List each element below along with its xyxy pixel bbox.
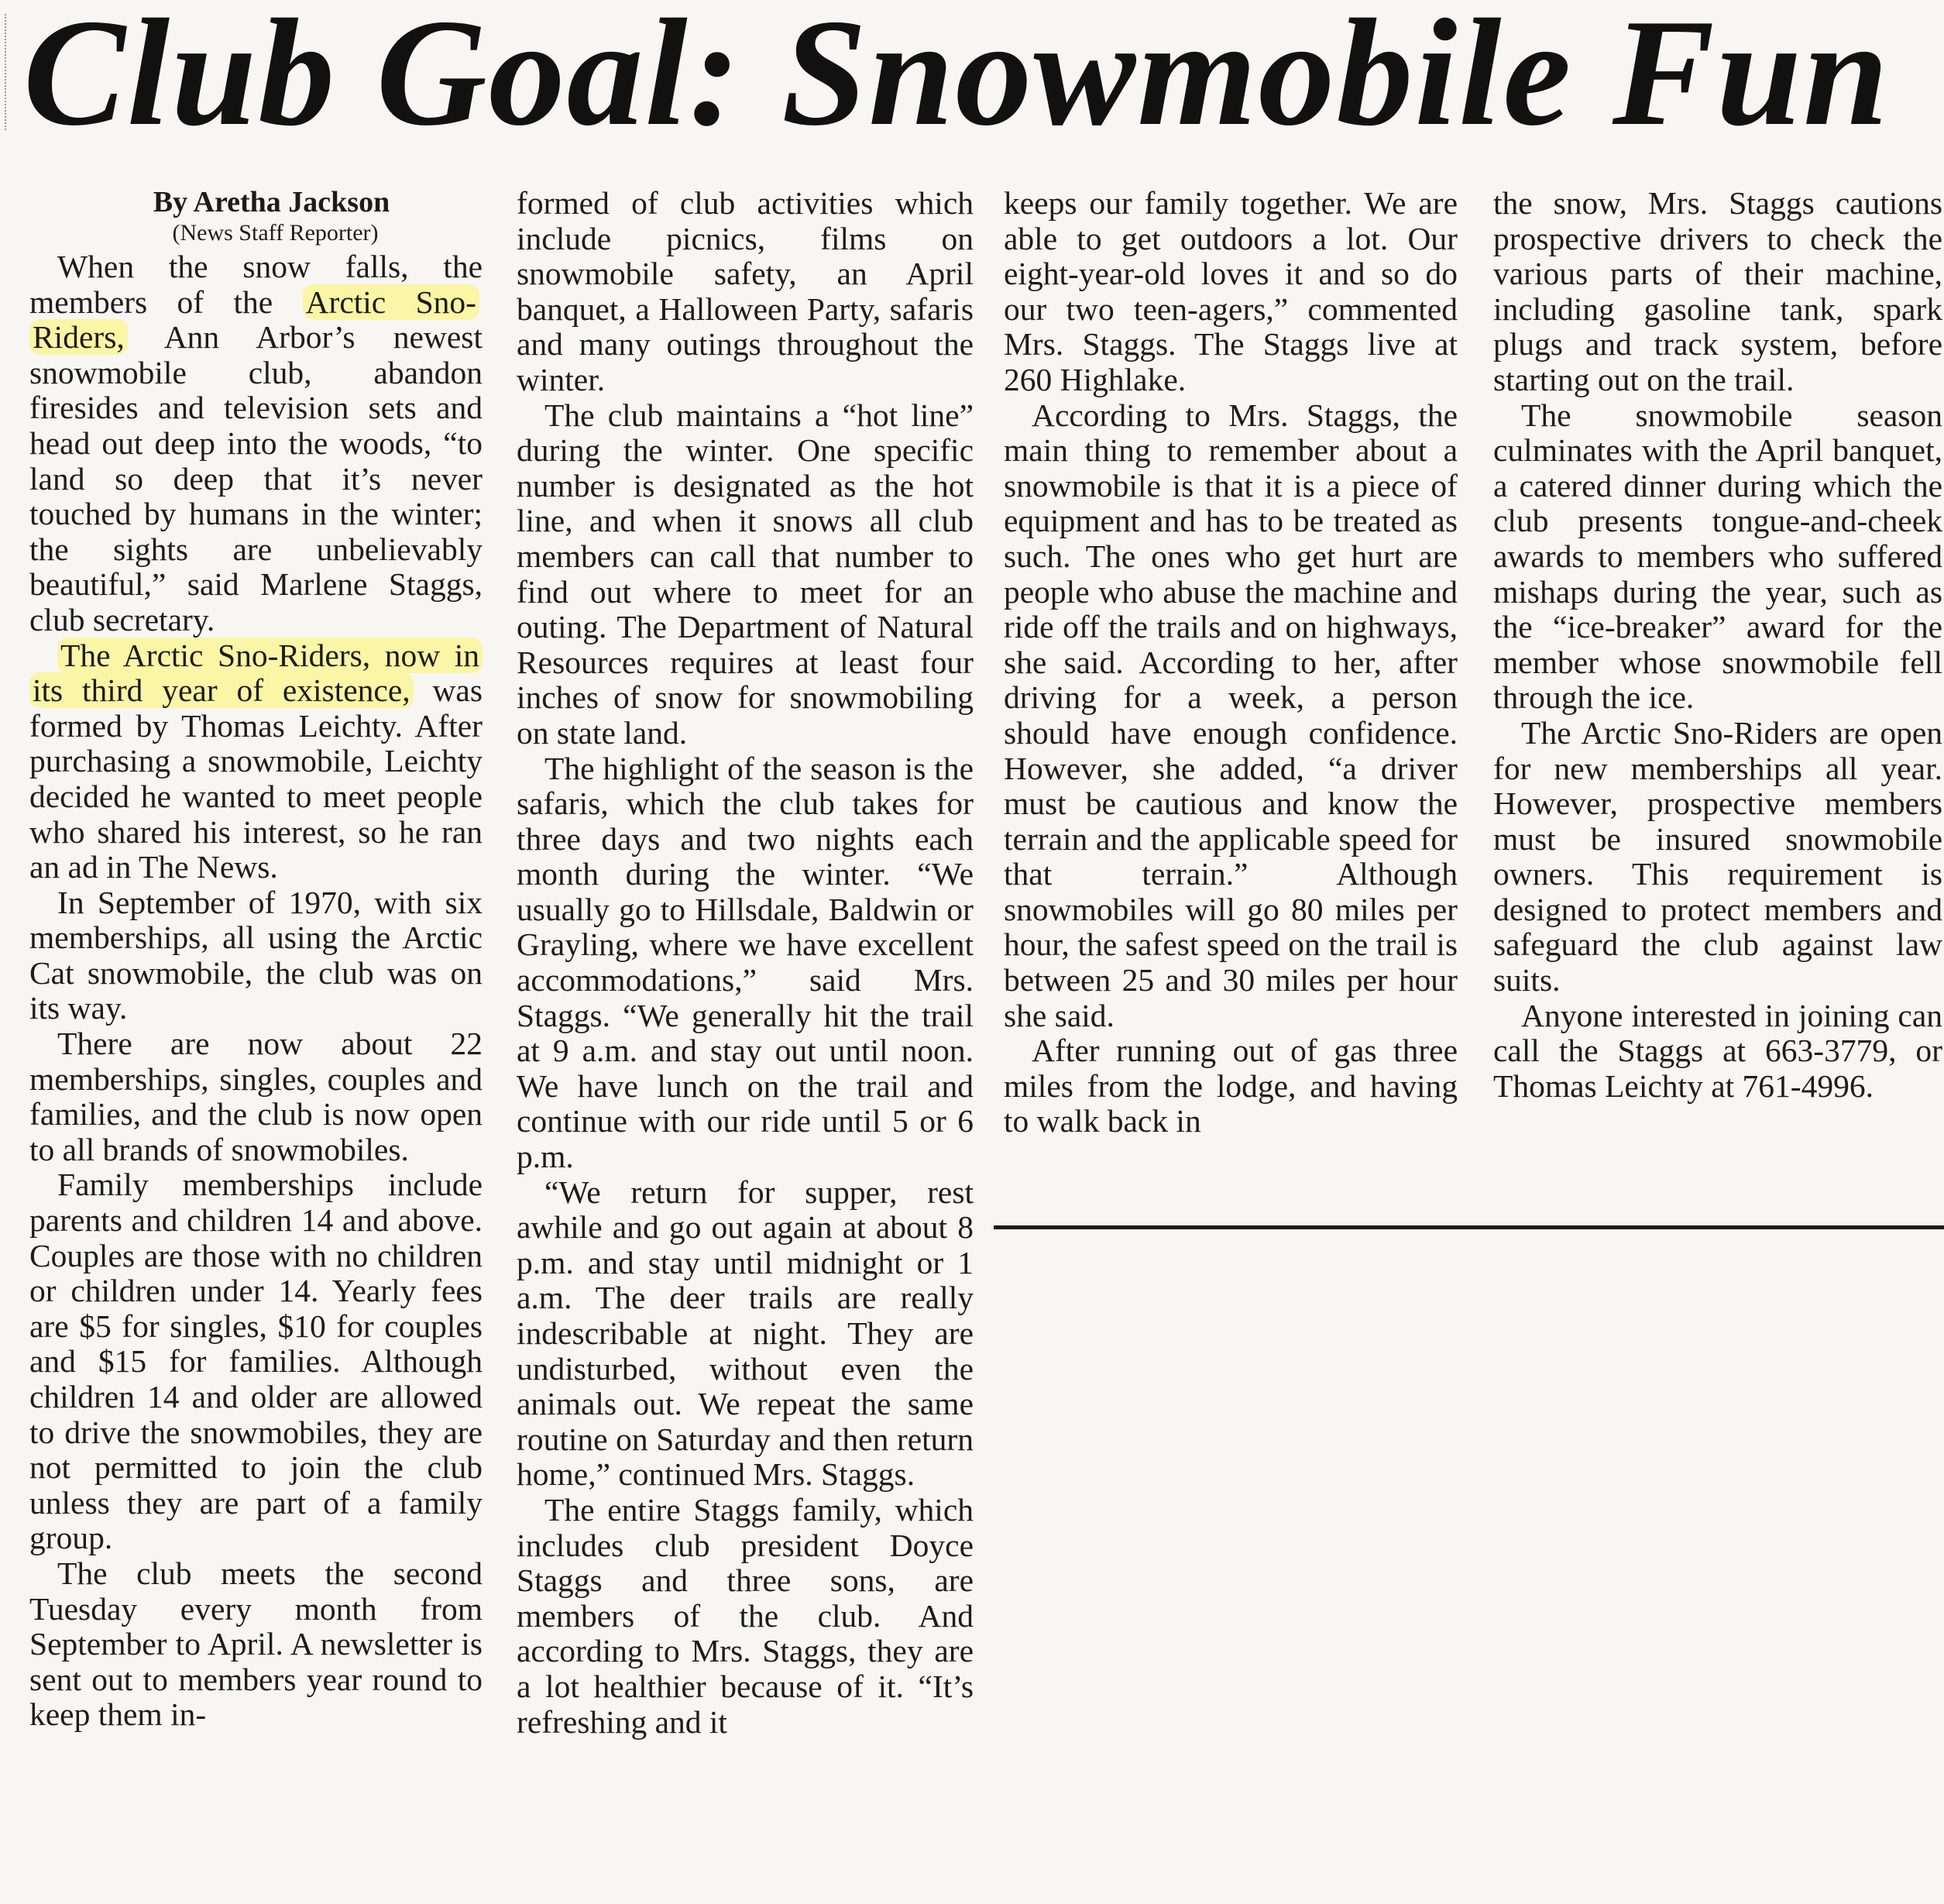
paragraph: “We return for supper, rest awhile and go out again at about 8 p.m. and stay until midnight or 1 a.m. The deer trails are really indescribable at night. They are undisturbed, without even the animals out. We repeat the same routine on Saturday and then return home,” continued Mrs. Staggs.: [517, 1174, 974, 1493]
paragraph-text: was formed by Thomas Leichty. After purchasing a snowmobile, Leichty decided he wanted to meet people who shared his interest, so he ran an ad in The News.: [29, 672, 483, 885]
byline-credit: (News Staff Reporter): [172, 220, 379, 246]
paragraph: The Arctic Sno-Riders are open for new memberships all year. However, prospective members must be insured snowmobile owners. This requirement is designed to protect members and safeguard the club against law suits.: [1493, 714, 1942, 998]
paragraph: Anyone interested in joining can call the Staggs at 663-3779, or Thomas Leichty at 761-4996.: [1493, 997, 1942, 1104]
article-column-4: [1493, 186, 1942, 1104]
paragraph-text: When the snow falls, the members of the: [29, 249, 483, 320]
paragraph-text: Ann Arbor’s newest snowmobile club, abandon firesides and television sets and head out deep into the woods, “to land so deep that it’s never touched by humans in the winter; the sights are unbelievably beautiful,” said Marlene Staggs, club secretary.: [29, 319, 483, 638]
paragraph: There are now about 22 memberships, singles, couples and families, and the club is now open to all brands of snowmobiles.: [29, 1026, 483, 1167]
paragraph: The entire Staggs family, which includes club president Doyce Staggs and three sons, are members of the club. And according to Mrs. Staggs, they are a lot healthier because of it. “It’s refreshing and it: [517, 1491, 974, 1740]
paragraph: [29, 638, 483, 885]
article-end-rule: [994, 1225, 1944, 1229]
paragraph: keeps our family together. We are able to get outdoors a lot. Our eight-year-old loves it and so do our two teen-agers,” commented Mrs. Staggs. The Staggs live at 260 Highlake.: [1004, 185, 1458, 397]
paragraph: Family memberships include parents and children 14 and above. Couples are those with no children or children under 14. Yearly fees are $5 for singles, $10 for couples and $15 for families. Although children 14 and older are allowed to drive the snowmobiles, they are not permitted to join the club unless they are part of a family group.: [29, 1167, 483, 1556]
article-column-2: [517, 186, 974, 1740]
highlighted-text: The Arctic Sno-Riders, now in its third year of existence,: [29, 638, 483, 709]
paragraph: the snow, Mrs. Staggs cautions prospective drivers to check the various parts of their machine, including gasoline tank, spark plugs and track system, before starting out on the trail.: [1493, 185, 1942, 397]
paragraph: formed of club activities which include picnics, films on snowmobile safety, an April banquet, a Halloween Party, safaris and many outings throughout the winter.: [517, 185, 974, 397]
article-column-1: [29, 184, 483, 1733]
paragraph: [29, 249, 483, 638]
paragraph: The highlight of the season is the safaris, which the club takes for three days and two nights each month during the winter. “We usually go to Hillsdale, Baldwin or Grayling, where we have excellent accommodations,” said Mrs. Staggs. “We generally hit the trail at 9 a.m. and stay out until noon. We have lunch on the trail and continue with our ride until 5 or 6 p.m.: [517, 750, 974, 1175]
margin-marks: [5, 14, 11, 130]
byline: By Aretha Jackson: [153, 186, 390, 218]
paragraph: In September of 1970, with six memberships, all using the Arctic Cat snowmobile, the club was on its way.: [29, 884, 483, 1026]
paragraph: After running out of gas three miles from the lodge, and having to walk back in: [1004, 1033, 1458, 1139]
paragraph: The club maintains a “hot line” during the winter. One specific number is designated as the hot line, and when it snows all club members can call that number to find out where to meet for an outing. The Department of Natural Resources requires at least four inches of snow for snowmobiling on state land.: [517, 397, 974, 751]
paragraph: According to Mrs. Staggs, the main thing to remember about a snowmobile is that it is a piece of equipment and has to be treated as such. The ones who get hurt are people who abuse the machine and ride off the trails and on highways, she said. According to her, after driving for a week, a person should have enough confidence. However, she added, “a driver must be cautious and know the terrain and the applicable speed for that terrain.” Although snowmobiles will go 80 miles per hour, the safest speed on the trail is between 25 and 30 miles per hour she said.: [1004, 397, 1458, 1033]
headline: Club Goal: Snowmobile Fun: [23, 0, 1891, 157]
highlighted-text: Arctic Sno-Riders,: [29, 284, 479, 356]
article-column-3: [1004, 186, 1458, 1139]
paragraph: The snowmobile season culminates with the April banquet, a catered dinner during which the club presents tongue-and-cheek awards to members who suffered mishaps during the year, such as the “ice-breaker” award for the member whose snowmobile fell through the ice.: [1493, 397, 1942, 716]
paragraph: The club meets the second Tuesday every month from September to April. A newsletter is sent out to members year round to keep them in-: [29, 1555, 483, 1733]
